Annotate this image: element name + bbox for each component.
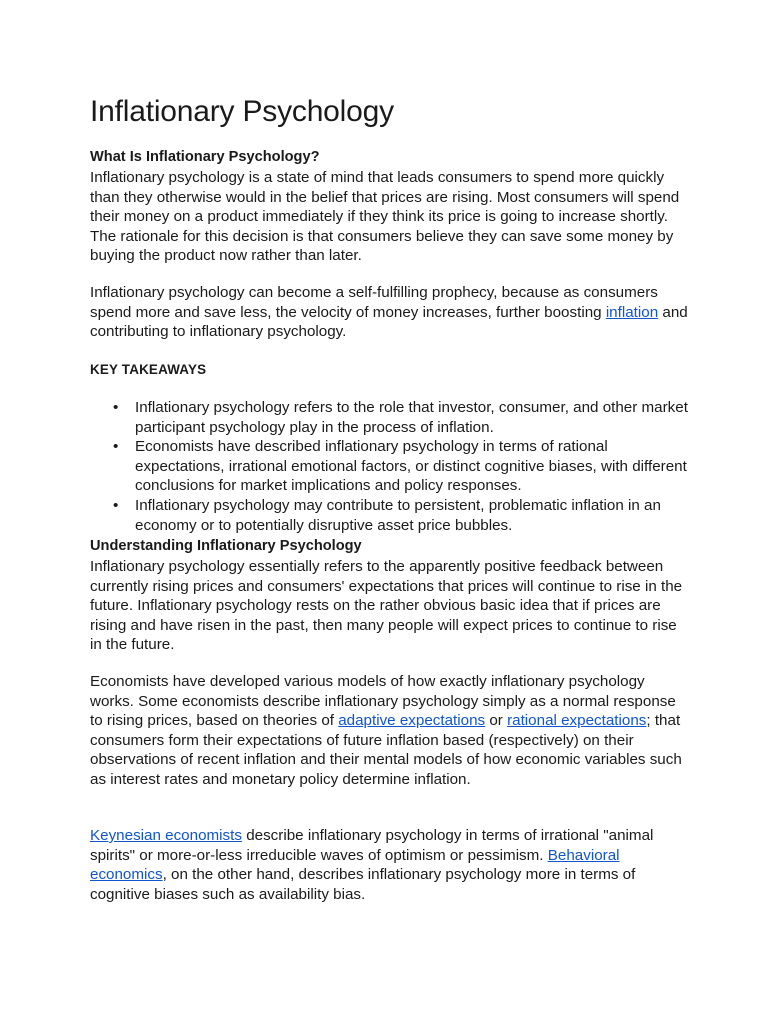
link-inflation[interactable]: inflation <box>605 303 659 321</box>
list-item-text: Economists have described inflationary psychology in terms of rational expectations, irrational emotional factors, or distinct cognitive biases, with different conclusions for market implications and policy responses. <box>135 438 687 495</box>
key-takeaways-list <box>90 398 690 535</box>
link-adaptive-expectations[interactable]: adaptive expectations <box>338 712 486 730</box>
section-heading-understanding: Understanding Inflationary Psychology <box>90 538 362 554</box>
page-title: Inflationary Psychology <box>90 95 394 128</box>
text-run: ; that consumers form their expectations of future inflation based (respectively) on their observations of recent inflation and their mental models of how economic variables such as interest rates and monetary policy determine inflation. <box>90 712 682 788</box>
text-run: describe inflationary psychology in terms of irrational "animal spirits" or more-or-less irreducible waves of optimism or pessimism. <box>90 827 654 864</box>
text-run: Economists have developed various models of how exactly inflationary psychology works. Some economists describe inflationary psychology simply as a normal response to rising prices, based on theories of <box>90 673 676 730</box>
key-takeaways-heading: KEY TAKEAWAYS <box>90 362 207 377</box>
list-item-text: Inflationary psychology refers to the role that investor, consumer, and other market participant psychology play in the process of inflation. <box>135 399 688 436</box>
bullet-icon: • <box>113 438 119 456</box>
text-run: or <box>485 712 508 730</box>
list-item-text: Inflationary psychology may contribute to persistent, problematic inflation in an economy or to potentially disruptive asset price bubbles. <box>135 496 661 534</box>
bullet-icon: • <box>113 399 119 416</box>
list-item <box>90 437 690 496</box>
bullet-icon: • <box>113 496 119 514</box>
link-rational-expectations[interactable]: rational expectations <box>507 712 647 730</box>
link-keynesian-economists[interactable]: Keynesian economists <box>90 827 242 844</box>
text-run: , on the other hand, describes inflationary psychology more in terms of cognitive biases such as availability bias. <box>90 866 636 903</box>
link-behavioral-economics[interactable]: Behavioral economics <box>90 846 620 884</box>
paragraph-definition: Inflationary psychology is a state of mind that leads consumers to spend more quickly than they otherwise would in the belief that prices are rising. Most consumers will spend their money on a product immediately if they think its price is going to increase shortly. The rationale for this decision is that consumers believe they can save some money by buying the product now rather than later. <box>90 169 680 265</box>
list-item <box>90 496 690 535</box>
paragraph-models <box>90 672 690 790</box>
text-run: Inflationary psychology can become a self-fulfilling prophecy, because as consumers spend more and save less, the velocity of money increases, further boosting <box>90 284 658 321</box>
text-run: and contributing to inflationary psychology. <box>90 303 688 341</box>
paragraph-keynesian <box>90 826 690 904</box>
paragraph-feedback: Inflationary psychology essentially refers to the apparently positive feedback between currently rising prices and consumers' expectations that prices will continue to rise in the future. Inflationary psychology rests on the rather obvious basic idea that if prices are rising and have risen in the past, then many people will expect prices to continue to rise in the future. <box>90 558 683 654</box>
list-item <box>90 398 690 437</box>
paragraph-self-fulfilling <box>90 283 690 342</box>
section-heading-what-is: What Is Inflationary Psychology? <box>90 149 320 165</box>
